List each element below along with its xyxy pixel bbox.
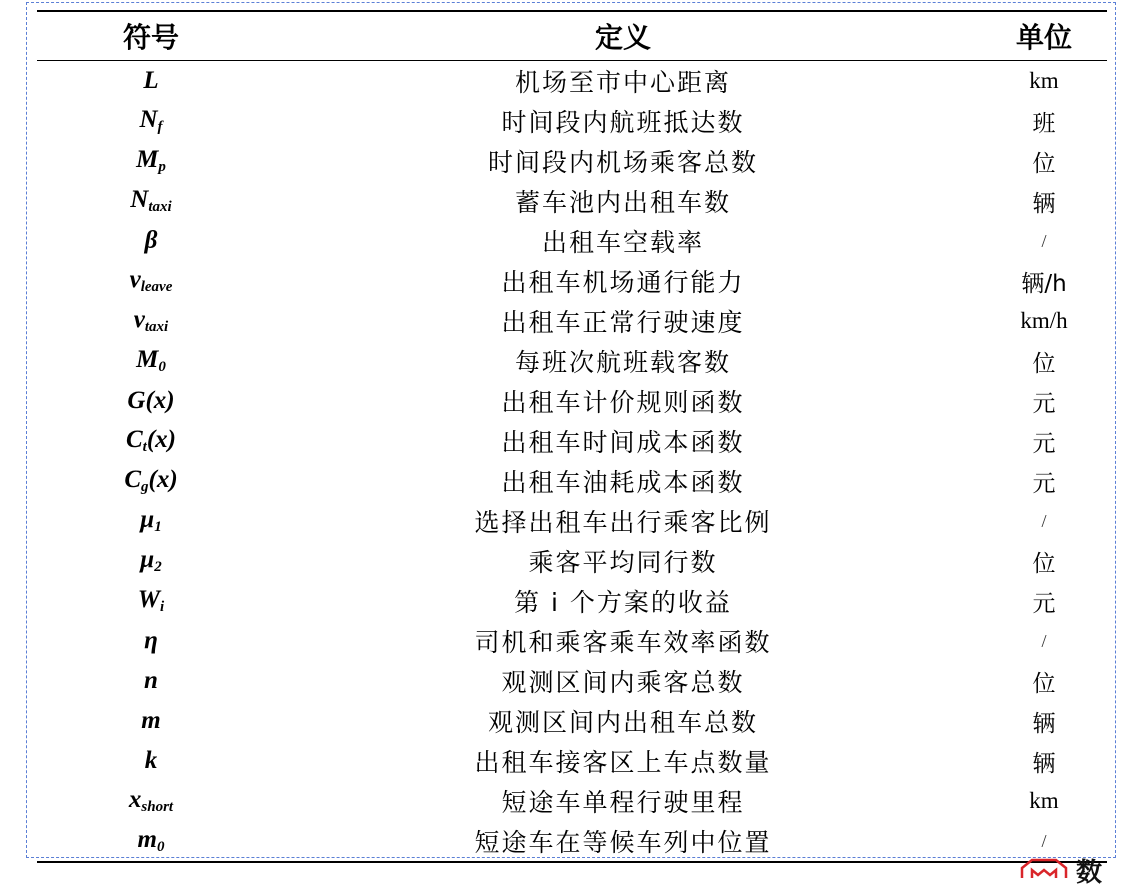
unit-cell: 班 [1032,110,1056,137]
logo-text: 数 [1076,858,1103,888]
symbol-base: μ [140,546,155,573]
symbol-cell [37,186,265,216]
symbol-cell [37,747,265,775]
symbol-base: C [124,466,142,493]
unit-cell: km [1029,68,1059,93]
symbol-cell [37,466,265,496]
definition-cell: 第 i 个方案的收益 [514,588,732,617]
table-row [37,221,1107,261]
symbol-subscript: short [141,799,174,815]
definition-cell: 时间段内机场乘客总数 [487,148,758,177]
unit-cell: 元 [1032,390,1056,417]
symbol-subscript: taxi [148,199,172,215]
table-row [37,581,1107,621]
definition-cell: 出租车时间成本函数 [501,428,745,457]
symbol-cell [37,106,265,136]
table-row [37,701,1107,741]
symbol-cell [37,426,265,456]
table-bottom-rule [37,861,1107,863]
definition-cell: 出租车正常行驶速度 [501,308,745,337]
definition-cell: 出租车计价规则函数 [501,388,745,417]
watermark-logo [1018,858,1103,888]
unit-cell: 元 [1032,430,1056,457]
table-body [37,61,1107,861]
symbol-subscript: 2 [154,559,162,575]
definition-cell: 乘客平均同行数 [528,548,718,577]
symbol-cell [37,387,265,415]
symbol-base: β [144,227,158,254]
symbol-base: C [125,426,143,453]
definition-cell: 出租车空载率 [541,228,704,257]
table-row [37,781,1107,821]
definition-cell: 机场至市中心距离 [514,68,731,97]
symbol-cell [37,627,265,655]
symbol-base: G(x) [127,387,175,414]
symbol-cell [37,266,265,296]
table-row [37,741,1107,781]
symbol-argument: (x) [148,466,178,493]
symbol-cell [37,227,265,255]
definition-cell: 每班次航班载客数 [514,348,731,377]
header-symbol: 符号 [122,21,179,54]
unit-cell: 辆/h [1021,270,1067,297]
symbol-subscript: 0 [156,839,165,855]
logo-icon [1018,858,1070,878]
symbol-base: m [141,707,161,734]
unit-cell: 元 [1032,590,1056,617]
symbol-subscript: taxi [144,319,169,335]
definition-cell: 选择出租车出行乘客比例 [474,508,772,537]
unit-cell: 辆 [1032,710,1056,737]
symbol-cell [37,67,265,95]
table-row [37,541,1107,581]
unit-cell: 位 [1032,150,1056,177]
definition-cell: 出租车接客区上车点数量 [474,748,772,777]
symbol-subscript: t [142,439,147,455]
symbol-subscript: leave [140,279,173,295]
table-row [37,181,1107,221]
unit-cell: km/h [1020,308,1068,333]
symbol-cell [37,346,265,376]
table-row [37,821,1107,861]
symbol-base: x [128,786,142,813]
definition-cell: 蓄车池内出租车数 [514,188,731,217]
symbol-cell [37,826,265,856]
symbol-base: v [133,306,145,333]
symbol-cell [37,146,265,176]
header-definition: 定义 [594,21,651,54]
unit-cell: / [1041,830,1047,851]
symbol-base: N [130,186,149,213]
symbol-subscript: p [158,159,166,175]
unit-cell: / [1041,510,1047,531]
symbol-base: L [143,67,159,94]
symbol-base: N [139,106,158,133]
table-row [37,341,1107,381]
unit-cell: 位 [1032,550,1056,577]
table-row [37,421,1107,461]
table-row [37,261,1107,301]
table-row [37,381,1107,421]
symbol-base: M [136,146,159,173]
unit-cell: 位 [1032,670,1056,697]
symbol-cell [37,546,265,576]
symbol-subscript: g [141,479,149,495]
definition-cell: 时间段内航班抵达数 [501,108,745,137]
definition-cell: 出租车油耗成本函数 [501,468,745,497]
definition-cell: 观测区间内乘客总数 [501,668,745,697]
symbol-argument: (x) [146,426,176,453]
table-row [37,141,1107,181]
table-row [37,61,1107,101]
symbol-table [37,10,1107,863]
symbol-base: v [129,266,141,293]
symbol-base: W [137,586,161,613]
symbol-cell [37,707,265,735]
symbol-cell [37,786,265,816]
symbol-cell [37,667,265,695]
unit-cell: km [1029,788,1059,813]
unit-cell: 辆 [1032,750,1056,777]
symbol-subscript: i [160,599,165,615]
unit-cell: 辆 [1032,190,1056,217]
table-row [37,461,1107,501]
definition-cell: 短途车在等候车列中位置 [474,828,772,857]
definition-cell: 短途车单程行驶里程 [501,788,745,817]
table-row [37,101,1107,141]
symbol-cell [37,306,265,336]
definition-cell: 观测区间内出租车总数 [487,708,758,737]
unit-cell: / [1041,630,1047,651]
definition-cell: 出租车机场通行能力 [501,268,745,297]
table-row [37,301,1107,341]
table-header-row [37,12,1107,60]
symbol-subscript: 0 [158,359,166,375]
symbol-subscript: f [157,119,163,135]
symbol-base: η [144,627,158,654]
table-row [37,621,1107,661]
symbol-base: n [144,667,158,694]
symbol-base: k [144,747,158,774]
symbol-cell [37,506,265,536]
symbol-base: μ [140,506,155,533]
table-row [37,501,1107,541]
header-unit: 单位 [1015,21,1072,54]
symbol-subscript: 1 [154,519,162,535]
symbol-base: M [136,346,159,373]
unit-cell: 位 [1032,350,1056,377]
definition-cell: 司机和乘客乘车效率函数 [474,628,772,657]
symbol-base: m [137,826,157,853]
unit-cell: 元 [1032,470,1056,497]
table-row [37,661,1107,701]
unit-cell: / [1041,230,1047,251]
symbol-cell [37,586,265,616]
